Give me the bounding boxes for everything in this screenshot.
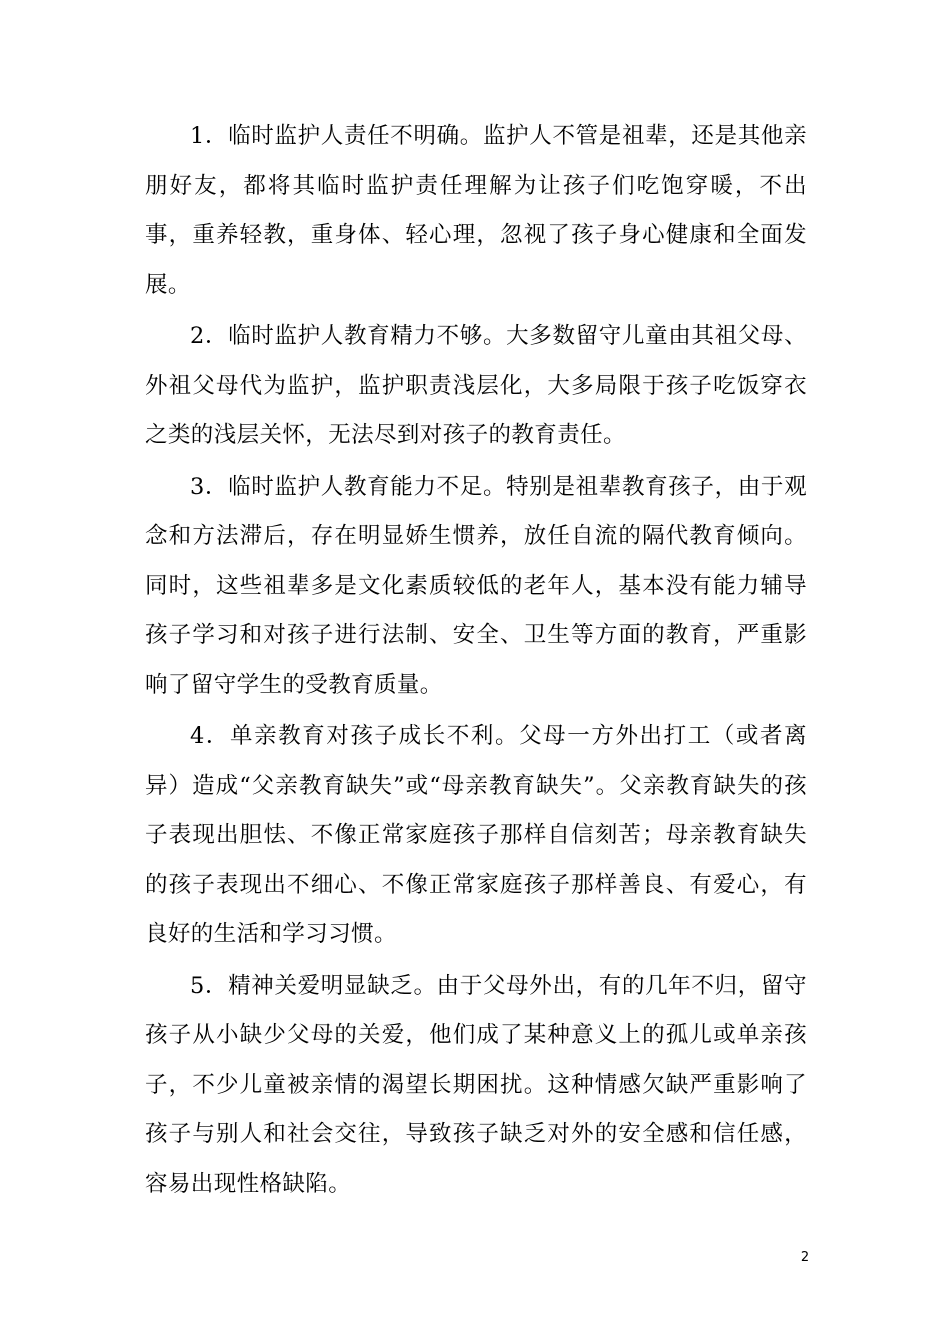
body-text [145,112,807,1211]
paragraph-2: 2．临时监护人教育精力不够。大多数留守儿童由其祖父母、外祖父母代为监护，监护职责浅层化，大多局限于孩子吃饭穿衣之类的浅层关怀，无法尽到对孩子的教育责任。 [145,323,807,448]
paragraph-3: 3．临时监护人教育能力不足。特别是祖辈教育孩子，由于观念和方法滞后，存在明显娇生惯养，放任自流的隔代教育倾向。同时，这些祖辈多是文化素质较低的老年人，基本没有能力辅导孩子学习和对孩子进行法制、安全、卫生等方面的教育，严重影响了留守学生的受教育质量。 [145,473,807,698]
paragraph-5: 5．精神关爱明显缺乏。由于父母外出，有的几年不归，留守孩子从小缺少父母的关爱，他们成了某种意义上的孤儿或单亲孩子，不少儿童被亲情的渴望长期困扰。这种情感欠缺严重影响了孩子与别人和社会交往，导致孩子缺乏对外的安全感和信任感，容易出现性格缺陷。 [145,972,807,1197]
paragraph-4: 4．单亲教育对孩子成长不利。父母一方外出打工（或者离异）造成“父亲教育缺失”或“母亲教育缺失”。父亲教育缺失的孩子表现出胆怯、不像正常家庭孩子那样自信刻苦；母亲教育缺失的孩子表现出不细心、不像正常家庭孩子那样善良、有爱心，有良好的生活和学习习惯。 [145,723,807,947]
paragraph-1: 1．临时监护人责任不明确。监护人不管是祖辈，还是其他亲朋好友，都将其临时监护责任理解为让孩子们吃饱穿暖，不出事，重养轻教，重身体、轻心理，忽视了孩子身心健康和全面发展。 [145,123,807,298]
page-number: 2 [800,1250,810,1265]
